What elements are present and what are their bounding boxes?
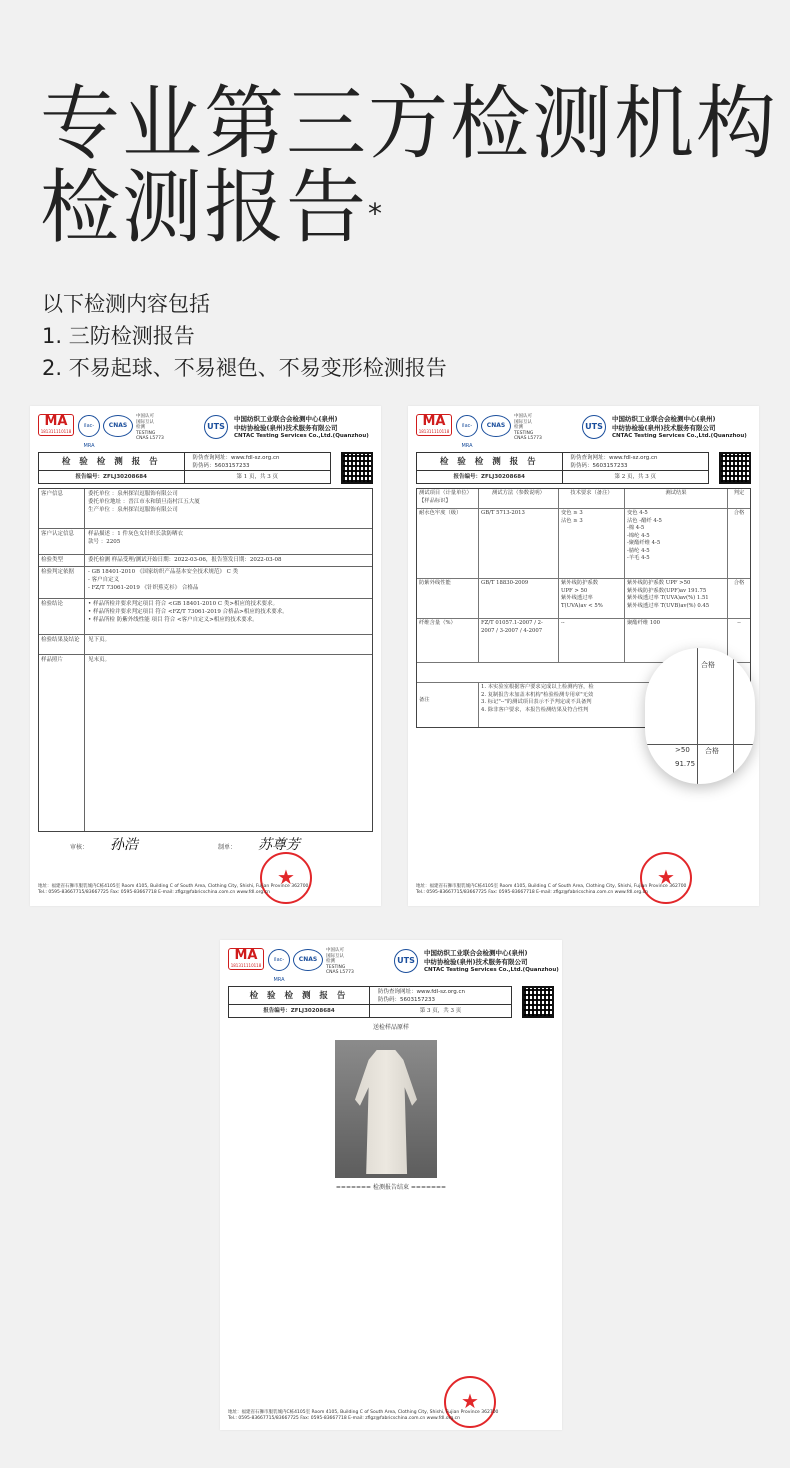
report-footer: 地址：福建省石狮市服装城内C栋4105室 Room 4105, Building C of South Area, Clothing City, Shishi, Fujian Province 362700 Tel.: 0595-83667715/83667725 Fax: 0595-83667718 E-mail: zflgz@fabricschina.com.cn www.fdl.org.cn [228,1410,499,1421]
report-number: 报告编号：ZFLJ30208684 [39,471,185,484]
headline-asterisk: * [368,197,384,230]
intro-lead: 以下检测内容包括 [42,292,210,316]
qr-code [341,452,373,484]
table-row: 客户认定信息 样品描述 ：1 件灰色女针织长款防晒衣 款号 ：2205 [39,529,372,555]
report-title-table [38,452,331,484]
report-page-3 [220,940,562,1430]
report-title: 检 验 检 测 报 告 [229,987,370,1005]
reviewer-signature: 孙浩 [110,837,138,853]
headline-line-2: 检测报告* [40,161,384,254]
cnas-caption: 中国认可 国际互认 检测 TESTING CNAS L5773 [136,414,164,441]
page-number: 第 3 页，共 3 页 [419,1008,462,1014]
reviewer-label: 审核： [70,844,89,851]
red-seal-stamp: ★ [640,852,692,904]
table-row: 样品照片 见末页。 [39,655,372,831]
red-seal-stamp: ★ [444,1376,496,1428]
page-number: 第 1 页，共 3 页 [236,474,278,480]
cnas-logo: CNAS [103,415,133,437]
page-headline [40,77,778,254]
report-header [228,948,559,983]
red-seal-stamp: ★ [260,852,312,904]
cma-logo: MA 181311110118 [228,948,264,970]
report-title-table [416,452,709,484]
report-info-table [38,488,373,832]
maker-label: 制单： [218,844,237,851]
qr-code [719,452,751,484]
report-number: 报告编号：ZFLJ30208684 [417,471,563,484]
ilac-logo: ilac-MRA [456,415,478,437]
table-row: 纤维含量（%） FZ/T 01057.1-2007 / 2-2007 / 3-2007 / 4-2007 -- 聚酯纤维 100 -- [417,619,750,663]
table-header-row: 测试项目（计量单位）【样品标识】 测试方法（参数说明） 技术要求（备注） 测试结果 判定 [417,489,750,509]
table-row: 客户信息 委托单位 ：泉州探岩逗服饰有限公司 委托单位地址 ：晋江市永和镇旦南村江五大厦 生产单位 ：泉州探岩逗服饰有限公司 [39,489,372,529]
cma-logo: MA 181311110118 [416,414,452,436]
report-title: 检 验 检 测 报 告 [39,453,185,471]
report-title: 检 验 检 测 报 告 [417,453,563,471]
org-logo: UTS [394,949,418,973]
verify-info: 防伪查询网址：www.fdl-sz.org.cn 防伪码：5603157233 [370,987,511,1005]
cnas-logo: CNAS [481,415,511,437]
report-footer: 地址：福建省石狮市服装城内C栋4105室 Room 4105, Building C of South Area, Clothing City, Shishi, Fujian Province 362700 Tel.: 0595-83667715/83667725 Fax: 0595-83667718 E-mail: zflgz@fabricschina.com.cn www.fdl.org.cn [38,884,309,895]
intro-list [42,288,447,384]
cma-logo: MA 181311110118 [38,414,74,436]
maker-signature: 苏尊芳 [258,837,300,853]
table-row: 防紫外线性能 GB/T 18830-2009 紫外线防护系数 UPF > 50 紫外线透过率 T(UVA)av < 5% 紫外线防护系数 UPF >50 紫外线防护系数(UPF)av 191.75 紫外线透过率 T(UVA)av(%) 1.51 紫外线透过率 T(UVB)av(%) 0.45 合格 [417,579,750,619]
cnas-caption: 中国认可 国际互认 检测 TESTING CNAS L5773 [326,948,354,975]
table-row: 检验结论 • 样品所检并要求判定项目 符合 <GB 18401-2010 C 类>相应的技术要求。 • 样品所检并要求判定项目 符合 <FZ/T 73061-2019 合格品>相应的技术要求。 • 样品所检 防紫外线性能 项目 符合 <客户自定义>相应的技术要求。 [39,599,372,635]
cnas-logo: CNAS [293,949,323,971]
cnas-caption: 中国认可 国际互认 检测 TESTING CNAS L5773 [514,414,542,441]
report-title-table [228,986,512,1018]
photo-caption: 送检样品原样 [372,1024,409,1031]
magnifier-lens: 合格 >50 91.75 合格 [645,648,755,784]
verify-info: 防伪查询网址：www.fdl-sz.org.cn 防伪码：5603157233 [185,453,331,471]
table-row: 耐水色牢度（级） GB/T 5713-2013 变色 ≥ 3 沾色 ≥ 3 变色 4-5 沾色 -醋纤 4-5 -棉 4-5 -锦纶 4-5 -聚酯纤维 4-5 -腈纶 4-5 -羊毛 4-5 合格 [417,509,750,579]
org-name: 中国纺织工业联合会检测中心(泉州) 中纺协检验(泉州)技术服务有限公司 CNTAC Testing Services Co.,Ltd.(Quanzhou) [234,415,369,439]
remarks-row: 备注 1. 本实验室根据客户要求完成以上检测内容，检 2. 复制报告未加盖本机构"检验检测专用章"无效 3. 标记"--"的测试项目表示不予判定或不具备判 4. 除非客户要求，本报告检测结果及符合性判 [417,683,750,727]
ilac-logo: ilac-MRA [268,949,290,971]
table-row: 检验类型 委托检测 样品受理/测试开始日期：2022-03-06，报告签发日期：2022-03-08 [39,555,372,567]
report-header [38,414,373,449]
page-number: 第 2 页，共 3 页 [614,474,656,480]
table-row: 检验判定依据 - GB 18401-2010 《国家纺织产品基本安全技术规范》 C 类 - 客户自定义 - FZ/T 73061-2019 《针织蕉克衫》 合格品 [39,567,372,599]
report-page-1 [30,406,381,906]
intro-item-1: 1. 三防检测报告 [42,324,195,348]
report-end-note: ======= 检测报告结束 ======= [335,1184,447,1191]
qr-code [522,986,554,1018]
org-logo: UTS [204,415,228,439]
garment-image [355,1050,417,1174]
sample-photo [335,1040,437,1178]
org-name: 中国纺织工业联合会检测中心(泉州) 中纺协检验(泉州)技术服务有限公司 CNTAC Testing Services Co.,Ltd.(Quanzhou) [612,415,747,439]
report-number: 报告编号：ZFLJ30208684 [229,1005,370,1018]
intro-item-2: 2. 不易起球、不易褪色、不易变形检测报告 [42,356,447,380]
ilac-logo: ilac-MRA [78,415,100,437]
org-name: 中国纺织工业联合会检测中心(泉州) 中纺协检验(泉州)技术服务有限公司 CNTAC Testing Services Co.,Ltd.(Quanzhou) [424,949,559,973]
table-row: 检验结果及结论 见下页。 [39,635,372,655]
report-header [416,414,751,449]
report-footer: 地址：福建省石狮市服装城内C栋4105室 Room 4105, Building C of South Area, Clothing City, Shishi, Fujian Province 362700 Tel.: 0595-83667715/83667725 Fax: 0595-83667718 E-mail: zflgz@fabricschina.com.cn www.fdl.org.cn [416,884,687,895]
verify-info: 防伪查询网址：www.fdl-sz.org.cn 防伪码：5603157233 [563,453,709,471]
org-logo: UTS [582,415,606,439]
report-page-2 [408,406,759,906]
headline-line-1: 专业第三方检测机构 [40,77,778,170]
